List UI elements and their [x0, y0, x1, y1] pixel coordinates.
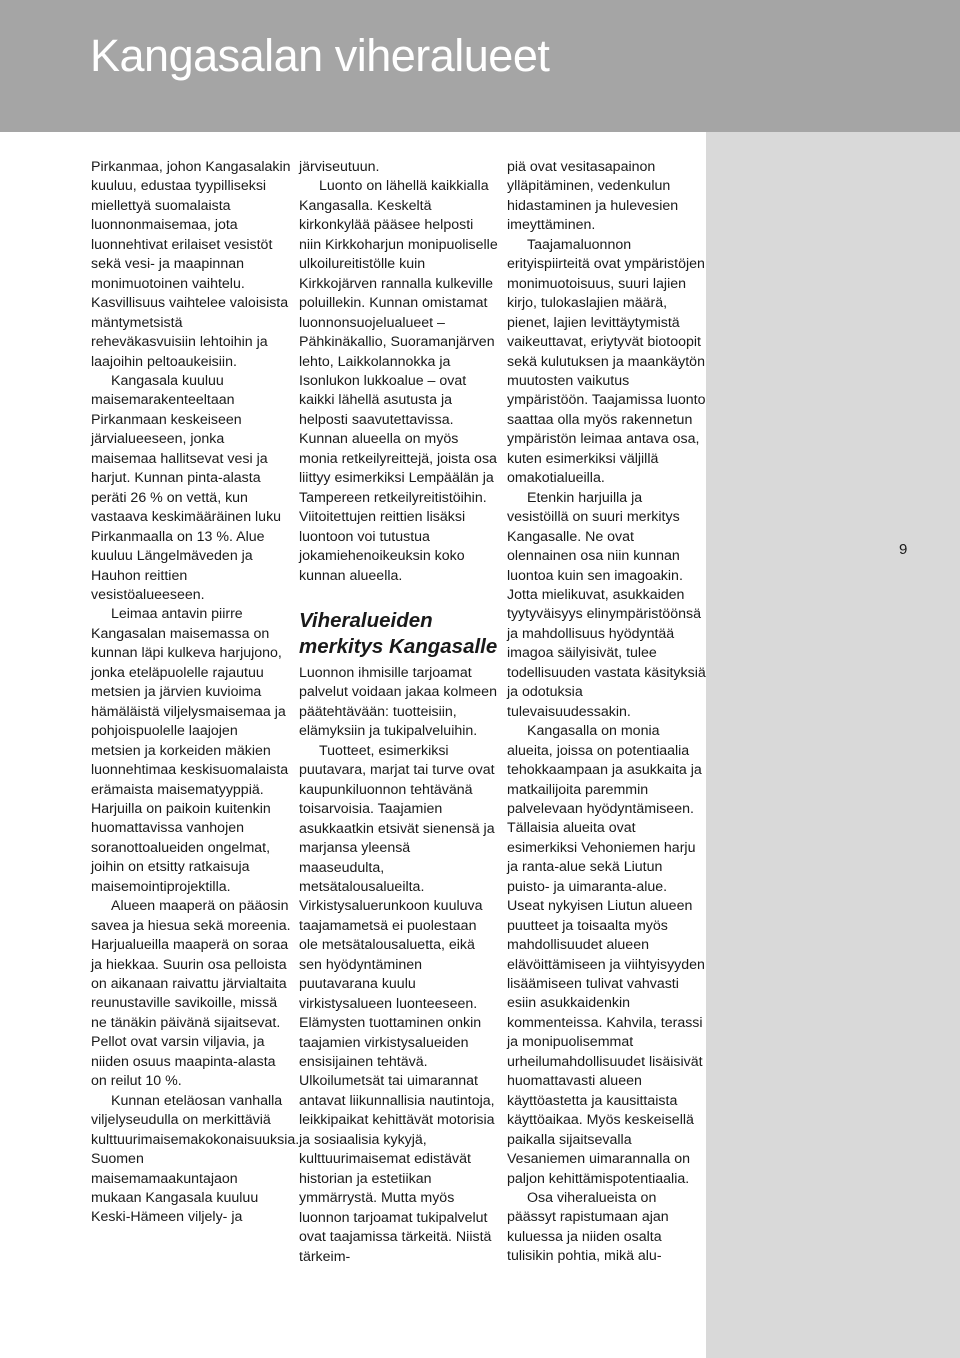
paragraph: järviseutuun.: [299, 159, 380, 175]
paragraph: Luonnon ihmisille tarjoamat palvelut voidaan jakaa kolmeen päätehtävään: tuotteisiin, elämyksiin ja tukipalveluihin.: [299, 664, 497, 740]
text-column-1: [91, 158, 300, 1228]
paragraph: piä ovat vesitasapainon ylläpitäminen, vedenkulun hidastaminen ja hulevesien imeyttäminen.: [507, 159, 679, 234]
paragraph: Pirkanmaa, johon Kangasalakin kuuluu, edustaa tyypilliseksi miellettyä suomalaista luonnonmaisemaa, jota luonnehtivat erilaiset vesistöt sekä vesi- ja maapinnan monimuotoinen vaihtelu. Kasvillisuus vaihtelee valoisista mäntymetsistä reheväkasvuisiin lehtoihin ja laajoihin peltoaukeisiin.: [91, 159, 291, 370]
paragraph: Etenkin harjuilla ja vesistöillä on suuri merkitys Kangasalle. Ne ovat olennainen osa niin kunnan luontoa kuin sen imagoakin. Jotta mielikuvat, asukkaiden tyytyväisyys elinympäristöönsä ja mahdollisuus hyödyntää imagoa säilyisivät, tulee todellisuuden vastata käsityksiä ja odotuksia tulevaisuudessakin.: [507, 489, 706, 720]
paragraph: Kangasalla on monia alueita, joissa on potentiaalia tehokkaampaan ja asukkaita ja matkailijoita paremmin palvelevaan hyödyntämiseen. Tällaisia alueita ovat esimerkiksi Vehoniemen harju ja ranta-alue sekä Liutun puisto- ja uimaranta-alue. Useat nykyisen Liutun alueen puutteet ja toisaalta myös mahdollisuudet alueen elävöittämiseen ja viihtyisyyden lisäämiseen tulivat vahvasti esiin asukkaidenkin kommenteissa. Kahvila, terassi ja monipuolisemmat urheilumahdollisuudet lisäisivät huomattavasti alueen käyttöastetta ja kausittaista käyttöaikaa. Myös keskeisellä paikalla sijaitsevalla Vesaniemen uimarannalla on paljon kehittämispotentiaalia.: [507, 723, 705, 1187]
paragraph: Leimaa antavin piirre Kangasalan maisemassa on kunnan läpi kulkeva harjujono, jonka eteläpuolelle rajautuu metsien ja järvien kuvioima hämäläistä viljelysmaisemaa ja pohjoispuolelle laajojen metsien ja korkeiden mäkien luonnehtimaa keskisuomalaista erämaista maisematyyppiä. Harjuilla on paikoin kuitenkin huomattavissa vanhojen soranottoalueiden ongelmat, joihin on etsitty ratkaisuja maisemointiprojektilla.: [91, 606, 289, 895]
paragraph: Alueen maaperä on pääosin savea ja hiesua sekä moreenia. Harjualueilla maaperä on soraa ja hiekkaa. Suurin osa pelloista on aikanaan raivattu järvialtaita reunustaville savikoille, missä ne tänäkin päivänä sijaitsevat. Pellot ovat varsin viljavia, ja niiden osuus maapinta-alasta on reilut 10 %.: [91, 898, 291, 1090]
section-heading: Viheralueiden merkitys Kangasalle: [299, 608, 498, 658]
page-number: 9: [899, 541, 908, 558]
paragraph: Osa viheralueista on päässyt rapistumaan ajan kuluessa ja niiden osalta tulisikin pohtia, mikä alu-: [507, 1190, 669, 1265]
page-title: Kangasalan viheralueet: [90, 30, 550, 81]
paragraph: Tuotteet, esimerkiksi puutavara, marjat tai turve ovat kaupunkiluonnon tehtävänä toisarvoisia. Taajamien asukkaatkin etsivät sienensä ja marjansa yleensä maaseudulta, metsätalousalueilta. Virkistysaluerunkoon kuuluva taajamametsä ei puolestaan ole metsätalousaluetta, eikä sen hyödyntäminen puutavarana kuulu virkistysalueen luonteeseen. Elämysten tuottaminen onkin taajamien virkistysalueiden ensisijainen tehtävä. Ulkoilumetsät tai uimarannat antavat liikunnallisia nautintoja, leikkipaikat kehittävät motorisia ja sosiaalisia kykyjä, kulttuurimaisemat edistävät historian ja estetiikan ymmärrystä. Mutta myös luonnon tarjoamat tukipalvelut ovat taajamissa tärkeitä. Niistä tärkeim-: [299, 742, 495, 1265]
paragraph: Luonto on lähellä kaikkialla Kangasalla. Keskeltä kirkonkylää pääsee helposti niin Kirkkoharjun monipuoliselle ulkoilureitistölle kuin Kirkkojärven rannalla kulkeville poluillekin. Kunnan omistamat luonnonsuojelualueet – Pähkinäkallio, Suoramanjärven lehto, Laikkolannokka ja Isonlukon lukkoalue – ovat kaikki lähellä asutusta ja helposti saavutettavissa. Kunnan alueella on myös monia retkeilyreittejä, joista osa liittyy esimerkiksi Lempäälän ja Tampereen retkeilyreitistöihin. Viitoitettujen reittien lisäksi luontoon voi tutustua jokamiehenoikeuksin koko kunnan alueella.: [299, 178, 498, 584]
right-margin-bar: [706, 132, 960, 1358]
text-column-3: [507, 158, 707, 1267]
paragraph: Taajamaluonnon erityispiirteitä ovat ympäristöjen monimuotoisuus, suuri lajien kirjo, tulokaslajien määrä, pienet, lajien levittäytymistä vaikeuttavat, eriytyvät biotoopit sekä kulutuksen ja maankäytön muutosten vaikutus ympäristöön. Taajamissa luonto saattaa olla myös rakennetun ympäristön leimaa antava osa, kuten esimerkiksi väljillä omakotialueilla.: [507, 236, 706, 487]
title-banner: [0, 0, 960, 132]
paragraph: Kunnan eteläosan vanhalla viljelyseudulla on merkittäviä kulttuurimaisemakokonaisuuksia. Suomen maisemamaakuntajaon mukaan Kangasala kuuluu Keski-Hämeen viljely- ja: [91, 1092, 300, 1226]
text-column-2: [299, 158, 499, 1267]
paragraph: Kangasala kuuluu maisemarakenteeltaan Pirkanmaan keskeiseen järvialueeseen, jonka maisemaa hallitsevat vesi ja harjut. Kunnan pinta-alasta peräti 26 % on vettä, kun vastaava keskimääräinen luku Pirkanmaalla on 13 %. Alue kuuluu Längelmäveden ja Hauhon reittien vesistöalueeseen.: [91, 372, 282, 603]
